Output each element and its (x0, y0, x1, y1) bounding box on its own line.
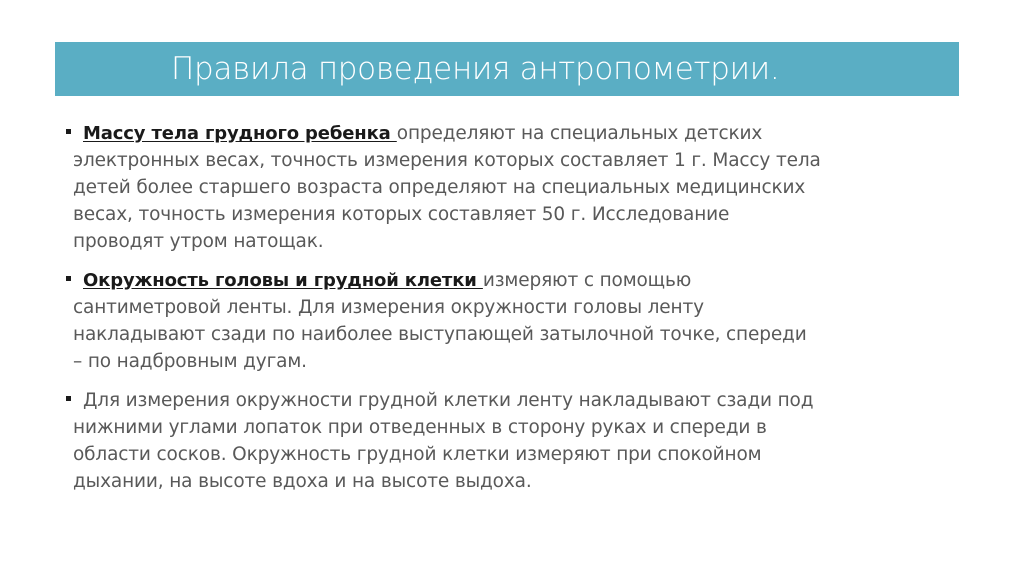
line-text: определяют на специальных детских (396, 123, 763, 144)
square-bullet-icon (66, 396, 71, 401)
paragraph-head-chest-circumference (66, 267, 956, 375)
line-text: измеряют с помощью (482, 270, 692, 291)
paragraph-line: проводят утром натощак. (73, 231, 324, 252)
paragraph-line (73, 267, 956, 294)
square-bullet-icon (66, 129, 71, 134)
paragraph-line: дыхании, на высоте вдоха и на высоте выдоха. (73, 471, 532, 492)
emphasis-phrase: Окружность головы и грудной клетки (83, 270, 483, 291)
title-bar (55, 42, 959, 96)
paragraph-line: детей более старшего возраста определяют на специальных медицинских (73, 177, 806, 198)
paragraph-line: области сосков. Окружность грудной клетки измеряют при спокойном (73, 444, 762, 465)
paragraph-line: Для измерения окружности грудной клетки ленту накладывают сзади под (83, 390, 814, 411)
paragraph-line (73, 120, 956, 147)
paragraph-line: нижними углами лопаток при отведенных в сторону руках и спереди в (73, 417, 767, 438)
paragraph-chest-measurement (66, 387, 956, 495)
slide-title: Правила проведения антропометрии. (171, 51, 780, 87)
paragraph-line: накладывают сзади по наиболее выступающей затылочной точке, спереди (73, 324, 807, 345)
paragraph-body-weight (66, 120, 956, 255)
paragraph-line: электронных весах, точность измерения которых составляет 1 г. Массу тела (73, 150, 821, 171)
paragraph-line: сантиметровой ленты. Для измерения окружности головы ленту (73, 297, 704, 318)
paragraph-line: – по надбровным дугам. (73, 351, 307, 372)
emphasis-phrase: Массу тела грудного ребенка (83, 123, 397, 144)
slide-body (66, 120, 956, 495)
paragraph-line: весах, точность измерения которых составляет 50 г. Исследование (73, 204, 730, 225)
square-bullet-icon (66, 276, 71, 281)
